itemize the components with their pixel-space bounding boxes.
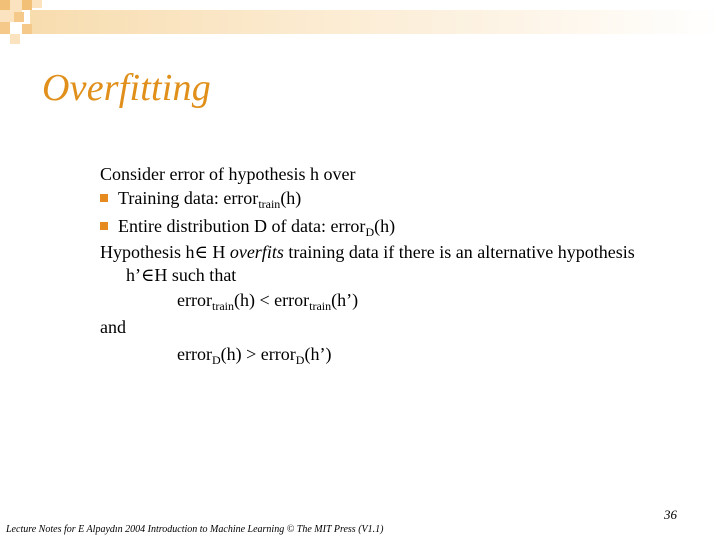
math-text: (h) > error — [220, 344, 296, 364]
hypothesis-text: h’∈H such that — [126, 265, 237, 285]
bullet-text: Entire distribution D of data: error — [118, 216, 366, 236]
bullet-item-distribution — [100, 215, 395, 237]
element-of-symbol: ∈ — [194, 242, 208, 262]
deco-square — [10, 34, 20, 44]
subscript: train — [211, 299, 234, 313]
subscript: train — [258, 197, 281, 211]
bullet-square-icon — [100, 194, 108, 202]
deco-square — [0, 22, 10, 34]
footer-citation: Lecture Notes for E Alpaydın 2004 Introduction to Machine Learning © The MIT Press (V1.1) — [6, 524, 384, 535]
bullet-text-end: (h) — [280, 188, 302, 208]
math-text: (h’) — [331, 290, 359, 310]
math-text: (h’) — [304, 344, 332, 364]
slide-title: Overfitting — [42, 67, 211, 109]
hypothesis-text: Hypothesis h — [100, 242, 195, 262]
and-line — [100, 316, 126, 338]
deco-square — [32, 0, 42, 8]
bullet-text-end: (h) — [374, 216, 396, 236]
deco-square — [0, 10, 14, 22]
bullet-item-training — [100, 187, 301, 209]
overfits-term: overfits — [229, 242, 284, 262]
hypothesis-text: H — [207, 242, 230, 262]
inequality-distribution — [177, 343, 331, 365]
subscript: D — [211, 353, 221, 367]
intro-text: Consider error of hypothesis h over — [100, 164, 356, 184]
hypothesis-continuation — [126, 264, 236, 286]
bullet-text: Training data: error — [118, 188, 259, 208]
hypothesis-line — [100, 241, 635, 263]
deco-square — [10, 22, 22, 34]
deco-square — [22, 24, 32, 34]
math-text: error — [177, 344, 212, 364]
subscript: D — [295, 353, 305, 367]
header-decoration — [0, 0, 720, 50]
subscript: D — [365, 225, 375, 239]
deco-square — [0, 0, 10, 10]
deco-square — [14, 12, 24, 22]
intro-line — [100, 163, 355, 185]
subscript: train — [309, 299, 332, 313]
page-number: 36 — [664, 507, 677, 522]
inequality-train — [177, 289, 358, 311]
bullet-square-icon — [100, 222, 108, 230]
and-text: and — [100, 317, 126, 337]
header-gradient-band — [30, 10, 720, 34]
math-text: (h) < error — [233, 290, 310, 310]
math-text: error — [177, 290, 212, 310]
deco-square — [22, 0, 32, 10]
hypothesis-text: training data if there is an alternative hypothesis — [283, 242, 635, 262]
